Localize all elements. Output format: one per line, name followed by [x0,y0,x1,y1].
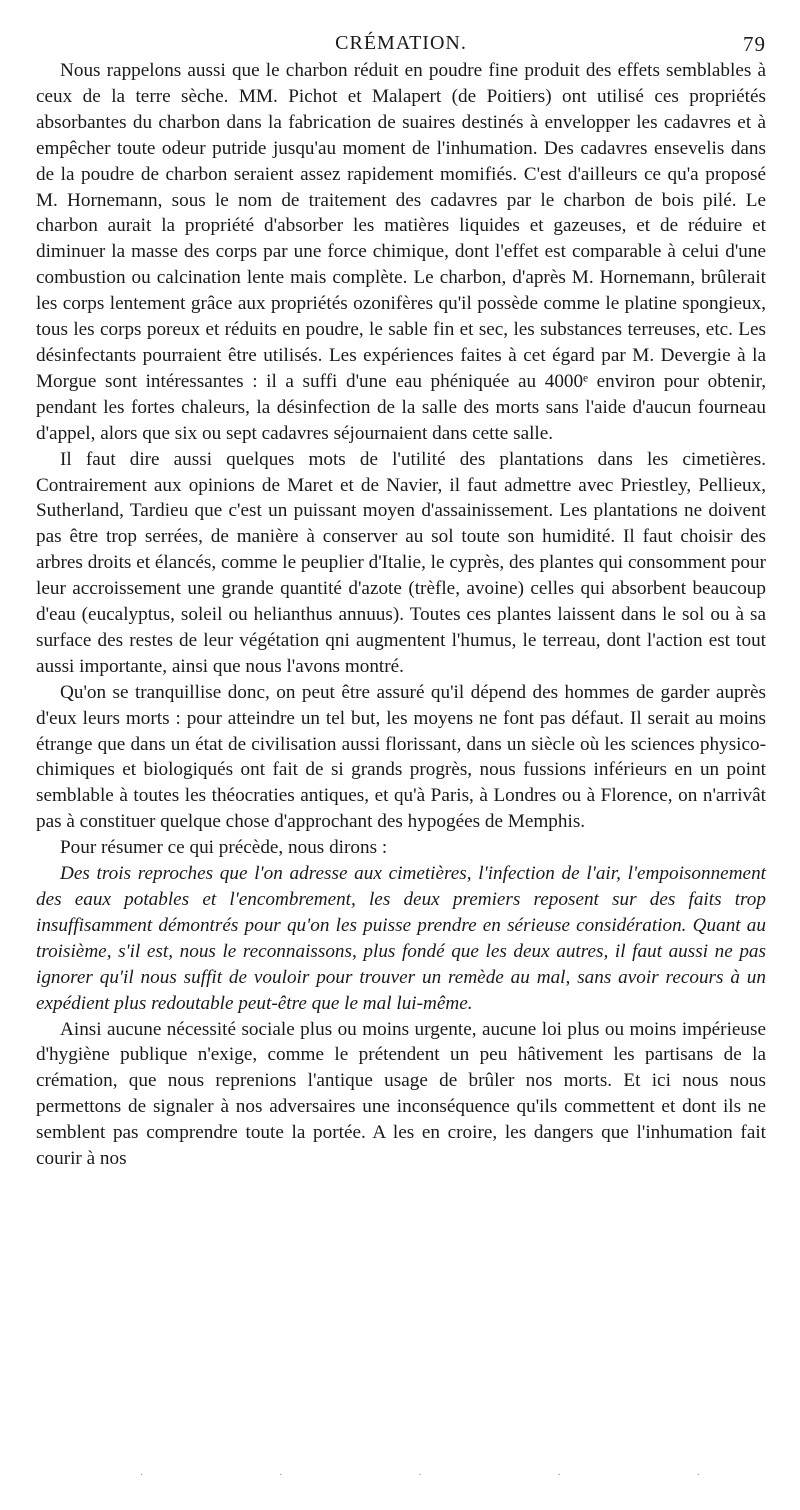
speck-mark: · [557,1470,561,1481]
speck-mark: · [696,1470,700,1481]
speck-mark: · [418,1470,422,1481]
speck-mark: · [279,1470,283,1481]
page-number: 79 [743,32,766,56]
paragraph-summary-italic: Des trois reproches que l'on adresse aux cimetières, l'infection de l'air, l'empoisonnement des eaux potables et l'encombrement, les deux premiers reposent sur des faits trop insuffisamment démontrés pour qu'on les puisse prendre en sérieuse considération. Quant au troisième, s'il est, nous le reconnaissons, plus fondé que les deux autres, il faut aussi ne pas ignorer qu'il nous suffit de vouloir pour trouver un remède au mal, sans avoir recours à un expédient plus redoutable peut-être que le mal lui-même. [36,863,766,1014]
paragraph-charbon: Nous rappelons aussi que le charbon réduit en poudre fine produit des effets semblables à ceux de la terre sèche. MM. Pichot et Malapert (de Poitiers) ont utilisé ces propriétés absorbantes du charbon dans la fabrication de suaires destinés à envelopper les cadavres et à empêcher toute odeur putride jusqu'au moment de l'inhumation. Des cadavres ensevelis dans de la poudre de charbon seraient assez rapidement momifiés. C'est d'ailleurs ce qu'a proposé M. Hornemann, sous le nom de traitement des cadavres par le charbon de bois pilé. Le charbon aurait la propriété d'absorber les matières liquides et gazeuses, et de réduire et diminuer la masse des corps par une force chimique, dont l'effet est comparable à celui d'une combustion ou calcination lente mais complète. Le charbon, d'après M. Hornemann, brûlerait les corps lentement grâce aux propriétés ozonifères qu'il possède comme le platine spongieux, tous les corps poreux et réduits en poudre, le sable fin et sec, les substances terreuses, etc. Les désinfectants pourraient être utilisés. Les expériences faites à cet égard par M. Devergie à la Morgue sont intéressantes : il a suffi d'une eau phéniquée au 4000ᵉ environ pour obtenir, pendant les fortes chaleurs, la désinfection de la salle des morts sans l'aide d'aucun fourneau d'appel, alors que six ou sept cadavres séjournaient dans cette salle. [36,60,766,444]
book-page [36,28,766,1172]
speck-mark: · [140,1470,144,1481]
paragraph-conclusion: Ainsi aucune nécessité sociale plus ou moins urgente, aucune loi plus ou moins impérieuse d'hygiène publique n'exige, comme le prétendent un peu hâtivement les partisans de la crémation, que nous reprenions l'antique usage de brûler nos morts. Et ici nous nous permettons de signaler à nos adversaires une inconséquence qu'ils commettent et dont ils ne semblent pas comprendre toute la portée. A les en croire, les dangers que l'inhumation fait courir à nos [36,1018,766,1170]
paragraph-tranquillise: Qu'on se tranquillise donc, on peut être assuré qu'il dépend des hommes de garder auprès d'eux leurs morts : pour atteindre un tel but, les moyens ne font pas défaut. Il serait au moins étrange que dans un état de civilisation aussi florissant, dans un siècle où les sciences physico-chimiques et biologiqués ont fait de si grands progrès, nous fussions inférieurs en un point semblable à toutes les théocraties antiques, et qu'à Paris, à Londres ou à Florence, on n'arrivât pas à constituer quelque chose d'approchant des hypogées de Memphis. [36,681,766,833]
running-head [36,28,766,58]
page-bottom-specks [140,1470,700,1481]
paragraph-resume-intro: Pour résumer ce qui précède, nous dirons : [60,837,388,859]
body-text [36,58,766,1172]
paragraph-plantations: Il faut dire aussi quelques mots de l'utilité des plantations dans les cimetières. Contrairement aux opinions de Maret et de Navier, il faut admettre avec Priestley, Pellieux, Sutherland, Tardieu que c'est un puissant moyen d'assainissement. Les plantations ne doivent pas être trop serrées, de manière à conserver au sol toute son humidité. Il faut choisir des arbres droits et élancés, comme le peuplier d'Italie, le cyprès, des plantes qui consomment pour leur accroissement une grande quantité d'azote (trèfle, avoine) celles qui absorbent beaucoup d'eau (eucalyptus, soleil ou helianthus annuus). Toutes ces plantes laissent dans le sol ou à sa surface des restes de leur végétation qni augmentent l'humus, le terreau, dont l'action est tout aussi importante, ainsi que nous l'avons montré. [36,448,766,677]
running-title: CRÉMATION. [335,32,467,54]
